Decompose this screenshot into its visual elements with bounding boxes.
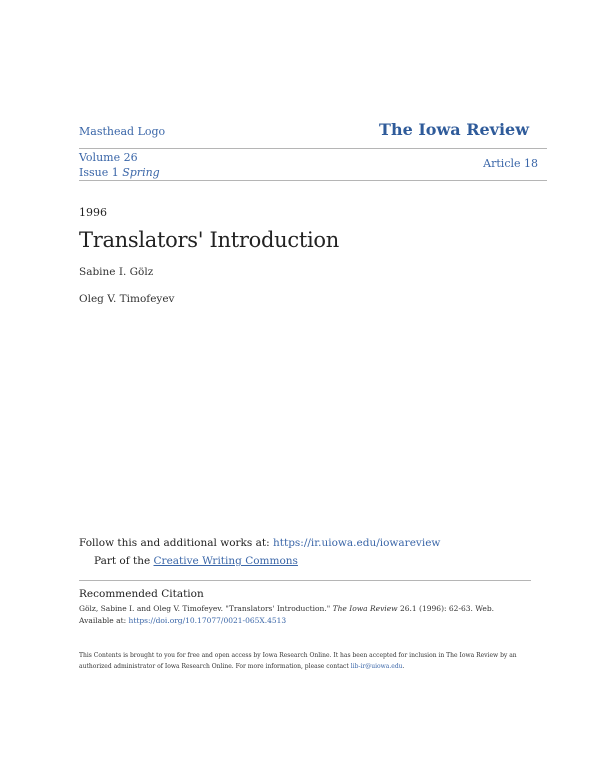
header-bottom-rule: [79, 180, 547, 181]
citation-journal: The Iowa Review: [332, 604, 398, 613]
follow-text: Follow this and additional works at:: [79, 537, 270, 549]
citation-details: 26.1 (1996): 62-63. Web.: [399, 604, 495, 613]
article-title: Translators' Introduction: [79, 228, 339, 252]
volume-link[interactable]: Volume 26: [79, 151, 138, 164]
doi-link[interactable]: https://doi.org/10.17077/0021-065X.4513: [128, 616, 287, 625]
issue-number: Issue 1: [79, 166, 119, 179]
contact-email-link[interactable]: lib-ir@uiowa.edu: [350, 663, 403, 670]
available-at-label: Available at:: [79, 616, 127, 625]
citation-rule: [79, 580, 531, 581]
citation-text: [79, 603, 539, 627]
journal-title-link[interactable]: The Iowa Review: [379, 120, 529, 139]
recommended-citation-heading: Recommended Citation: [79, 588, 204, 600]
header-top-rule: [79, 148, 547, 149]
collection-url-link[interactable]: https://ir.uiowa.edu/iowareview: [273, 537, 441, 549]
creative-writing-commons-link[interactable]: Creative Writing Commons: [153, 555, 298, 567]
part-of-line: [94, 555, 298, 567]
part-of-text: Part of the: [94, 555, 151, 567]
article-number-link[interactable]: Article 18: [483, 157, 538, 170]
author-name: Oleg V. Timofeyev: [79, 293, 175, 305]
footer-end: .: [402, 663, 405, 670]
citation-authors-title: Gölz, Sabine I. and Oleg V. Timofeyev. "Translators' Introduction.": [79, 604, 331, 613]
masthead-logo-link[interactable]: Masthead Logo: [79, 125, 166, 138]
publication-year: 1996: [79, 206, 107, 219]
issue-link[interactable]: [79, 165, 160, 180]
footer-text: This Contents is brought to you for free and open access by Iowa Research Online. It has been accepted for inclusion in The Iowa Review by an authorized administrator of Iowa Research Online. For more information, please contact: [79, 652, 517, 670]
follow-line: [79, 537, 440, 549]
footer-notice: [79, 650, 519, 672]
issue-season: Spring: [122, 166, 160, 179]
author-name: Sabine I. Gölz: [79, 266, 154, 278]
